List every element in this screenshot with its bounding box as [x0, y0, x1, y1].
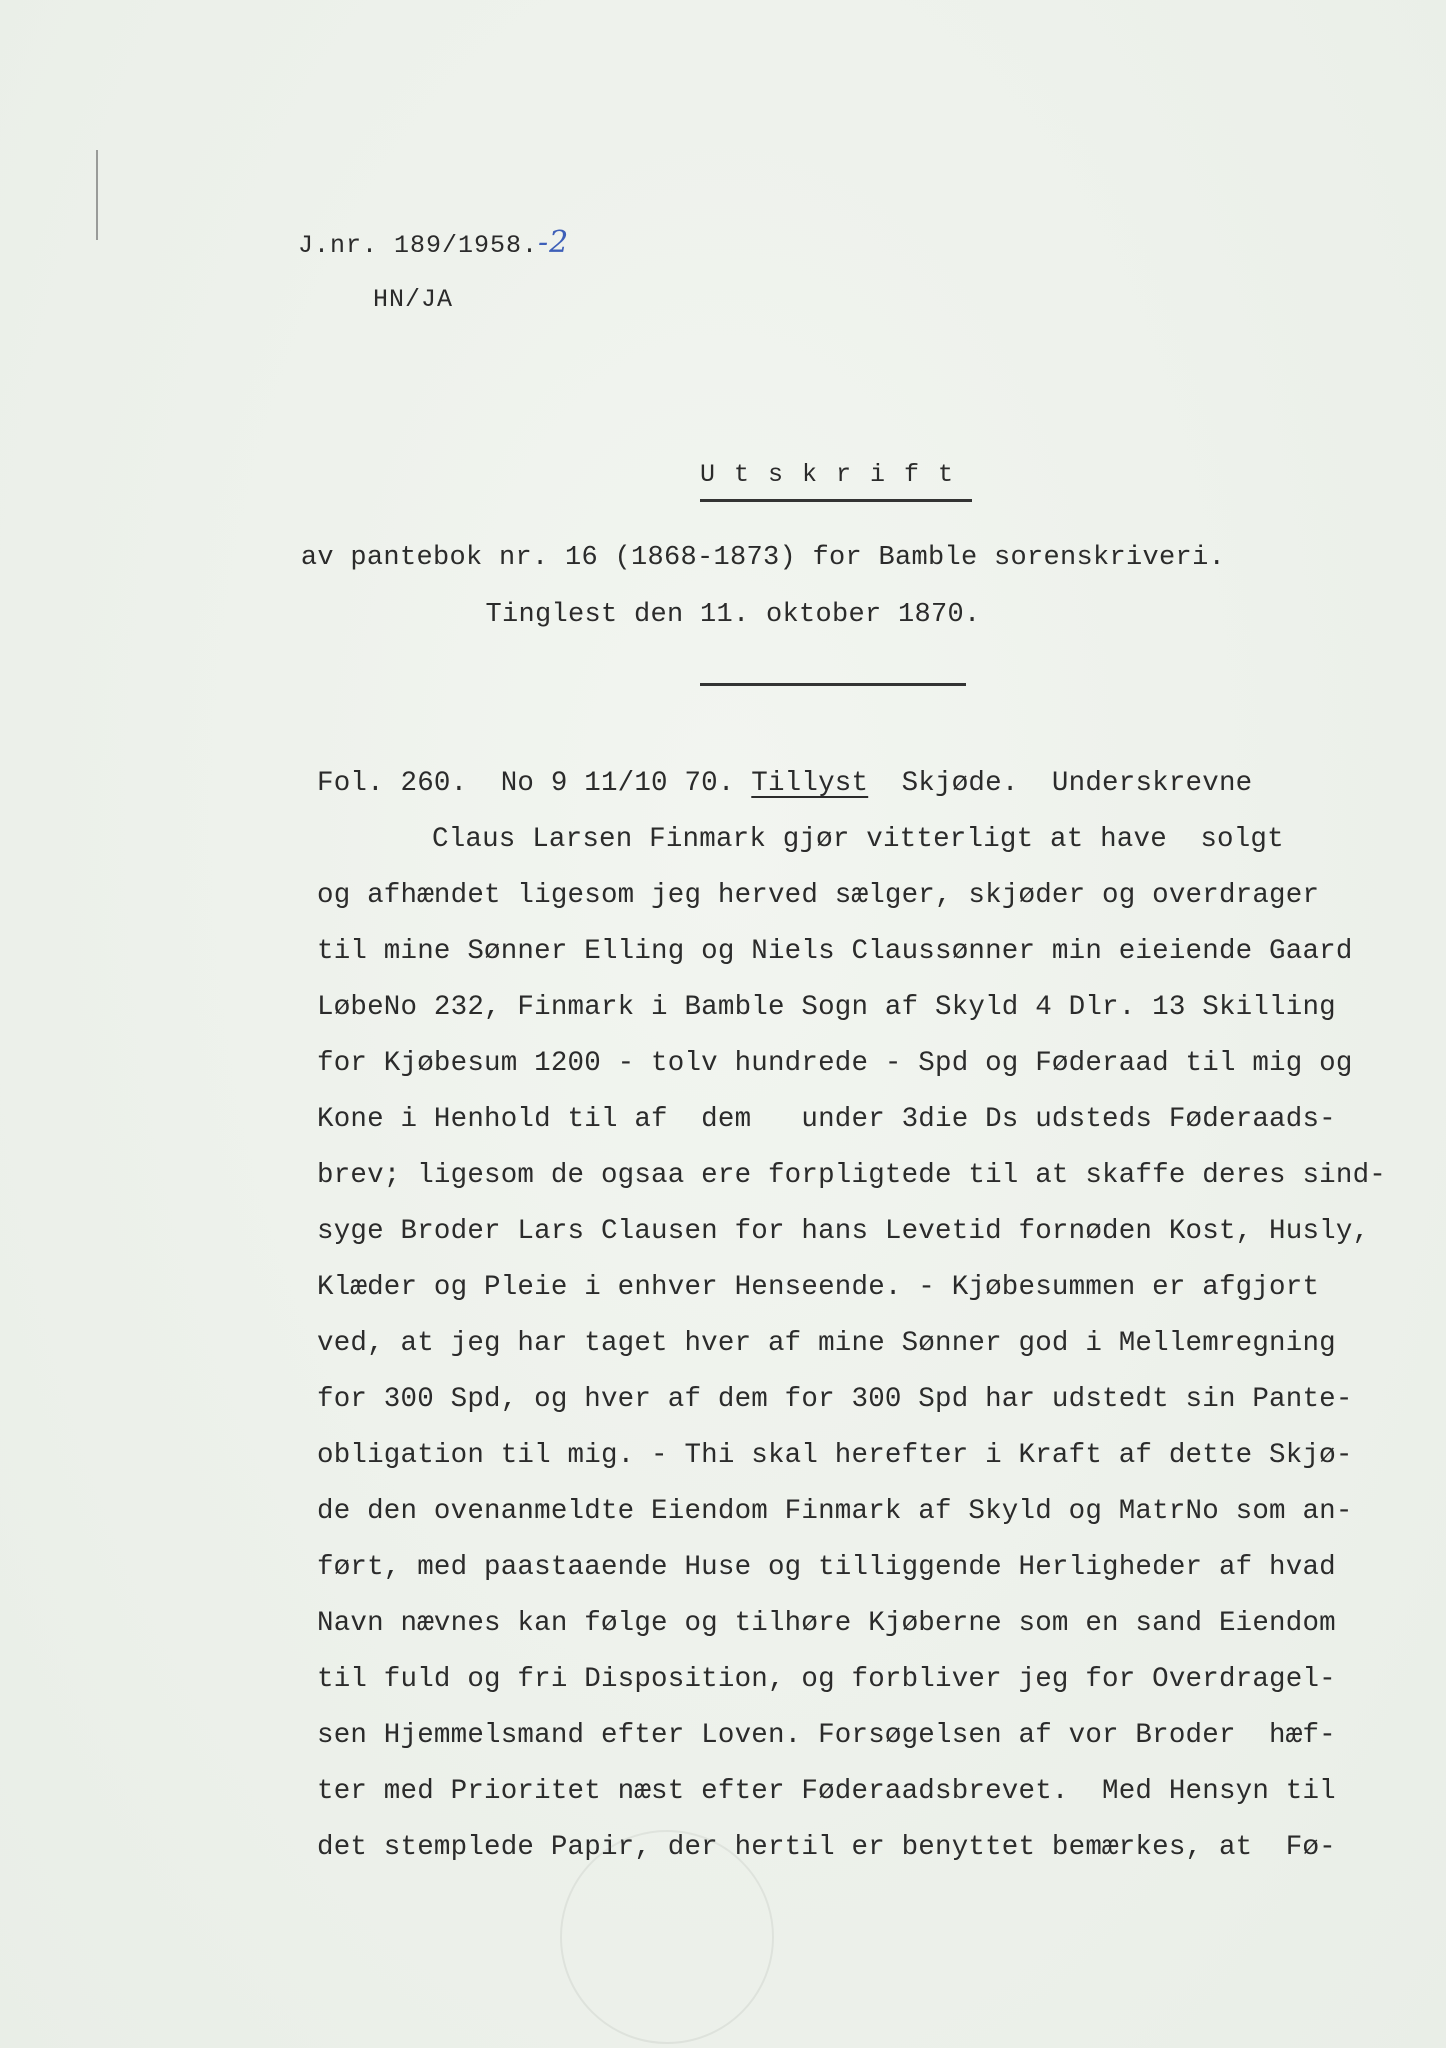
handwritten-annotation: -2: [538, 225, 570, 260]
entry-line: brev; ligesom de ogsaa ere forpligtede til at skaffe deres sind-: [317, 1160, 1386, 1191]
entry-line: for 300 Spd, og hver af dem for 300 Spd har udstedt sin Pante-: [317, 1384, 1353, 1415]
entry-line: til mine Sønner Elling og Niels Claussønner min eieiende Gaard: [317, 936, 1353, 967]
entry-line: sen Hjemmelsmand efter Loven. Forsøgelsen af vor Broder hæf-: [317, 1720, 1336, 1751]
entry-line: Navn nævnes kan følge og tilhøre Kjøberne som en sand Eiendom: [317, 1608, 1336, 1639]
subtitle-line-2: Tinglest den 11. oktober 1870.: [485, 600, 981, 630]
entry-line: det stemplede Papir, der hertil er benyttet bemærkes, at Fø-: [317, 1832, 1336, 1863]
entry-first-line: [317, 770, 1252, 798]
entry-line: og afhændet ligesom jeg herved sælger, skjøder og overdrager: [317, 880, 1320, 911]
margin-mark: [96, 150, 102, 240]
entry-line: Claus Larsen Finmark gjør vitterligt at have solgt: [432, 824, 1284, 855]
entry-line: ført, med paastaaende Huse og tilliggende Herligheder af hvad: [317, 1552, 1336, 1583]
entry-line: Klæder og Pleie i enhver Henseende. - Kjøbesummen er afgjort: [317, 1272, 1320, 1303]
subtitle-line-1: av pantebok nr. 16 (1868-1873) for Bamble sorenskriveri.: [300, 543, 1226, 573]
entry-line: syge Broder Lars Clausen for hans Levetid fornøden Kost, Husly,: [317, 1216, 1370, 1247]
initials: HN/JA: [373, 285, 454, 314]
journal-reference: [298, 225, 569, 260]
journal-reference-text: J.nr. 189/1958.: [298, 231, 539, 260]
tillyst-label: Tillyst: [751, 768, 869, 799]
entry-line: de den ovenanmeldte Eiendom Finmark af Skyld og MatrNo som an-: [317, 1496, 1353, 1527]
entry-line: ved, at jeg har taget hver af mine Sønner god i Mellemregning: [317, 1328, 1336, 1359]
section-divider: [700, 683, 966, 686]
document-title: Utskrift: [700, 460, 972, 502]
entry-line: for Kjøbesum 1200 - tolv hundrede - Spd og Føderaad til mig og: [317, 1048, 1353, 1079]
entry-line: til fuld og fri Disposition, og forbliver jeg for Overdragel-: [317, 1664, 1336, 1695]
entry-line: LøbeNo 232, Finmark i Bamble Sogn af Skyld 4 Dlr. 13 Skilling: [317, 992, 1336, 1023]
entry-line: ter med Prioritet næst efter Føderaadsbrevet. Med Hensyn til: [317, 1776, 1336, 1807]
entry-first-line-rest: Skjøde. Underskrevne: [901, 768, 1253, 799]
faint-stamp-mark: [560, 1830, 774, 2044]
entry-line: obligation til mig. - Thi skal herefter i Kraft af dette Skjø-: [317, 1440, 1353, 1471]
folio-reference: Fol. 260. No 9 11/10 70.: [317, 768, 735, 799]
entry-line: Kone i Henhold til af dem under 3die Ds udsteds Føderaads-: [317, 1104, 1336, 1135]
